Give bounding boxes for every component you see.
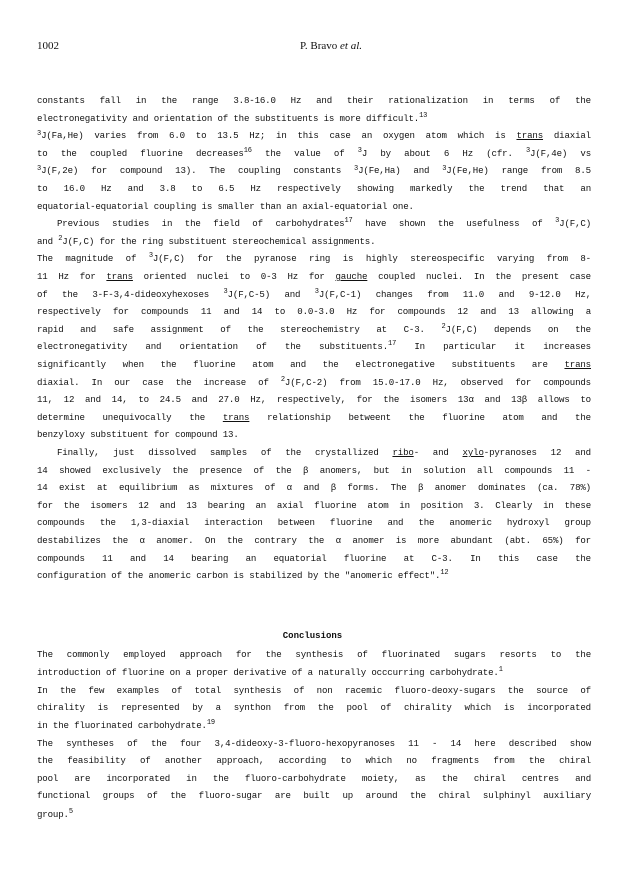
text-run: J(F,C) depends on the	[445, 324, 591, 335]
text-run: J by about 6 Hz (cfr.	[361, 148, 526, 159]
text-line: The commonly employed approach for the synthesis of fluorinated sugars resorts to the	[37, 649, 591, 660]
text-line: 14 exist at equilibrium as mixtures of α and β forms. The β anomer dominates (ca. 78%)	[37, 482, 591, 493]
citation: 13	[419, 112, 428, 120]
text-line	[57, 219, 591, 228]
emphasis: trans	[564, 359, 591, 370]
text-line	[37, 360, 591, 369]
text-run: J(F,C-2) from 15.0-17.0 Hz, observed for compounds	[284, 377, 591, 388]
text-line: destabilizes the α anomer. On the contrary the α anomer is more abundant (abt. 65%) for	[37, 535, 591, 546]
running-header	[300, 40, 362, 52]
text-run: electronegativity and orientation of the substituents is more difficult.	[37, 113, 420, 124]
text-line	[37, 378, 591, 387]
text-line: compounds the 1,3-diaxial interaction between fluorine and the anomeric hydroxyl group	[37, 517, 591, 528]
text-line	[37, 810, 591, 819]
text-run: J(Fe,He) range from 8.5	[446, 165, 591, 176]
text-run: significantly when the fluorine atom and the electronegative substituents are	[37, 359, 565, 370]
header-author: P. Bravo	[300, 40, 338, 52]
text-run: have shown the usefulness of	[352, 218, 556, 229]
text-line	[37, 114, 591, 123]
section-heading: Conclusions	[282, 631, 343, 641]
text-run: configuration of the anomeric carbon is stabilized by the "anomeric effect".	[37, 570, 441, 581]
text-line	[57, 448, 591, 457]
text-run: J(F,4e) vs	[530, 148, 592, 159]
text-run: coupled nuclei. In the present case	[367, 271, 591, 282]
superscript: 3	[148, 252, 153, 260]
text-line: functional groups of the fluoro-sugar are built up around the chiral sulphinyl auxiliary	[37, 790, 591, 801]
emphasis: gauche	[335, 271, 368, 282]
emphasis: trans	[516, 130, 544, 141]
text-run: J(Fe,Ha) and	[358, 165, 443, 176]
text-run: of the 3-F-3,4-dideoxyhexoses	[37, 289, 224, 300]
text-run: J(F,2e) for compound 13). The coupling constants	[41, 165, 355, 176]
text-line	[37, 254, 591, 263]
text-line	[37, 237, 591, 246]
superscript: 3	[357, 147, 362, 155]
text-run: introduction of fluorine on a proper derivative of a naturally occcurring carbohydrate.	[37, 667, 499, 678]
text-run: in the fluorinated carbohydrate.	[37, 720, 207, 731]
citation: 17	[344, 217, 353, 225]
superscript: 3	[314, 288, 319, 296]
emphasis: xylo	[462, 447, 484, 458]
text-line	[37, 272, 591, 281]
text-run: diaxial	[543, 130, 591, 141]
text-line: 11, 12 and 14, to 24.5 and 27.0 Hz, respectively, for the isomers 13α and 13β allows to	[37, 394, 591, 405]
text-run: J(F,C) for the ring substituent stereochemical assignments.	[62, 236, 376, 247]
superscript: 2	[441, 323, 446, 331]
text-line: equatorial-equatorial coupling is smaller than an axial-equatorial one.	[37, 201, 414, 212]
text-line: respectively for compounds 11 and 14 to 0.0-3.0 Hz for compounds 12 and 13 allowing a	[37, 306, 591, 317]
citation: 1	[498, 666, 503, 674]
text-line	[37, 325, 591, 334]
text-line	[37, 290, 591, 299]
text-line: The syntheses of the four 3,4-dideoxy-3-fluoro-hexopyranoses 11 - 14 here described show	[37, 738, 591, 749]
superscript: 3	[223, 288, 228, 296]
text-run: to the coupled fluorine decreases	[37, 148, 244, 159]
superscript: 3	[555, 217, 560, 225]
text-run: electronegativity and orientation of the substituents.	[37, 341, 389, 352]
superscript: 3	[37, 130, 42, 138]
citation: 12	[440, 569, 449, 577]
superscript: 3	[37, 165, 42, 173]
text-run: oriented nuclei to 0-3 Hz for	[132, 271, 336, 282]
text-run: group.	[37, 809, 69, 820]
text-run: -pyranoses 12 and	[483, 447, 591, 458]
text-run: relationship betweent the fluorine atom and the	[249, 412, 591, 423]
text-line	[37, 413, 591, 422]
text-run: Finally, just dissolved samples of the crystallized	[57, 447, 393, 458]
superscript: 3	[525, 147, 531, 155]
text-run: diaxial. In our case the increase of	[37, 377, 281, 388]
text-line: to 16.0 Hz and 3.8 to 6.5 Hz respectively showing markedly the trend that an	[37, 183, 591, 194]
text-line	[37, 166, 591, 175]
text-line	[37, 131, 591, 140]
text-run: Previous studies in the field of carbohydrates	[57, 218, 345, 229]
text-line	[37, 668, 591, 677]
page-number: 1002	[37, 40, 59, 52]
text-line: chirality is represented by a synthon from the pool of chirality which is incorporated	[37, 702, 591, 713]
text-line	[37, 571, 591, 580]
text-line: the feasibility of another approach, according to which no fragments from the chiral	[37, 755, 591, 766]
text-line: constants fall in the range 3.8-16.0 Hz and their rationalization in terms of the	[37, 95, 591, 106]
text-run: In particular it increases	[396, 341, 591, 352]
text-run: J(F,C-1) changes from 11.0 and 9-12.0 Hz,	[318, 289, 592, 300]
text-line	[37, 149, 591, 158]
text-run: the value of	[251, 148, 358, 159]
text-line	[37, 342, 591, 351]
text-run: and	[37, 236, 59, 247]
header-author-suffix: et al.	[340, 40, 363, 52]
text-line: compounds 11 and 14 bearing an equatorial fluorine at C-3. In this case the	[37, 553, 591, 564]
text-run: J(Fa,He) varies from 6.0 to 13.5 Hz; in this case an oxygen atom which is	[41, 130, 517, 141]
text-run: - and	[413, 447, 463, 458]
emphasis: trans	[222, 412, 250, 423]
citation: 19	[206, 719, 215, 727]
text-run: 11 Hz for	[37, 271, 107, 282]
superscript: 3	[442, 165, 447, 173]
citation: 17	[388, 340, 397, 348]
text-line: for the isomers 12 and 13 bearing an axial fluorine atom in position 3. Clearly in these	[37, 500, 591, 511]
text-run: J(F,C)	[559, 218, 591, 229]
text-line: benzyloxy substituent for compound 13.	[37, 429, 239, 440]
superscript: 2	[58, 235, 63, 243]
text-line: In the few examples of total synthesis of non racemic fluoro-deoxy-sugars the source of	[37, 685, 591, 696]
text-line: pool are incorporated in the fluoro-carbohydrate moiety, as the chiral centres and	[37, 773, 591, 784]
text-run: The magnitude of	[37, 253, 149, 264]
text-line	[37, 721, 591, 730]
superscript: 3	[354, 165, 359, 173]
text-run: determine unequivocally the	[37, 412, 223, 423]
superscript: 2	[280, 376, 285, 384]
text-run: rapid and safe assignment of the stereochemistry at C-3.	[37, 324, 442, 335]
text-run: J(F,C-5) and	[227, 289, 315, 300]
emphasis: trans	[106, 271, 133, 282]
text-run: J(F,C) for the pyranose ring is highly stereospecific varying from 8-	[152, 253, 591, 264]
citation: 16	[243, 147, 252, 155]
text-line: 14 showed exclusively the presence of the β anomers, but in solution all compounds 11 -	[37, 465, 591, 476]
citation: 5	[68, 808, 73, 816]
emphasis: ribo	[392, 447, 414, 458]
